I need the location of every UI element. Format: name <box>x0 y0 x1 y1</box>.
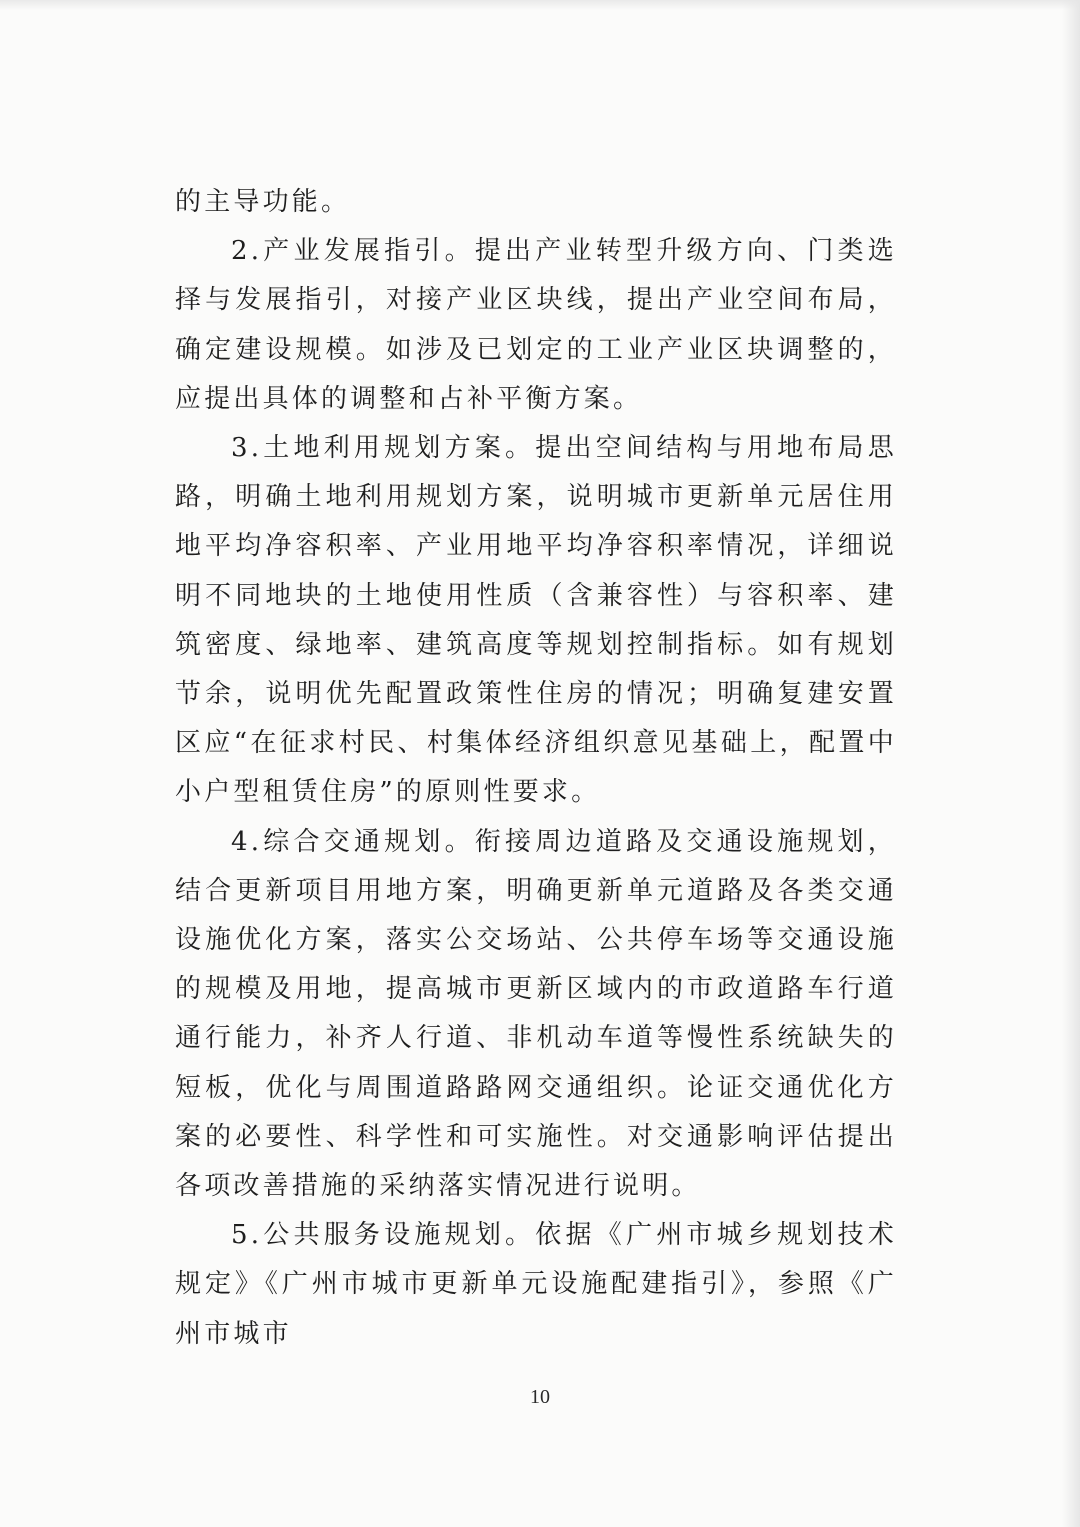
scan-edge-right <box>1062 0 1080 1527</box>
paragraph-continuation: 的主导功能。 <box>175 187 351 217</box>
scan-edge-top <box>0 0 1080 10</box>
paragraph-land-use-plan: 3.土地利用规划方案。提出空间结构与用地布局思路，明确土地利用规划方案，说明城市更新单元居住用地平均净容积率、产业用地平均净容积率情况，详细说明不同地块的土地使用性质（含兼容性）与容积率、建筑密度、绿地率、建筑高度等规划控制指标。如有规划节余，说明优先配置政策性住房的情况；明确复建安置区应“在征求村民、村集体经济组织意见基础上，配置中小户型租赁住房”的原则性要求。 <box>175 433 897 808</box>
paragraph-transport-plan: 4.综合交通规划。衔接周边道路及交通设施规划，结合更新项目用地方案，明确更新单元道路及各类交通设施优化方案，落实公交场站、公共停车场等交通设施的规模及用地，提高城市更新区域内的市政道路车行道通行能力，补齐人行道、非机动车道等慢性系统缺失的短板，优化与周围道路路网交通组织。论证交通优化方案的必要性、科学性和可实施性。对交通影响评估提出各项改善措施的采纳落实情况进行说明。 <box>175 826 897 1202</box>
document-body <box>175 178 897 1359</box>
page-number: 10 <box>530 1386 550 1408</box>
paragraph-industry-guidance: 2.产业发展指引。提出产业转型升级方向、门类选择与发展指引，对接产业区块线，提出产业空间布局，确定建设规模。如涉及已划定的工业产业区块调整的，应提出具体的调整和占补平衡方案。 <box>175 236 897 414</box>
paragraph-public-facilities: 5.公共服务设施规划。依据《广州市城乡规划技术规定》《广州市城市更新单元设施配建指引》，参照《广州市城市 <box>175 1220 897 1349</box>
